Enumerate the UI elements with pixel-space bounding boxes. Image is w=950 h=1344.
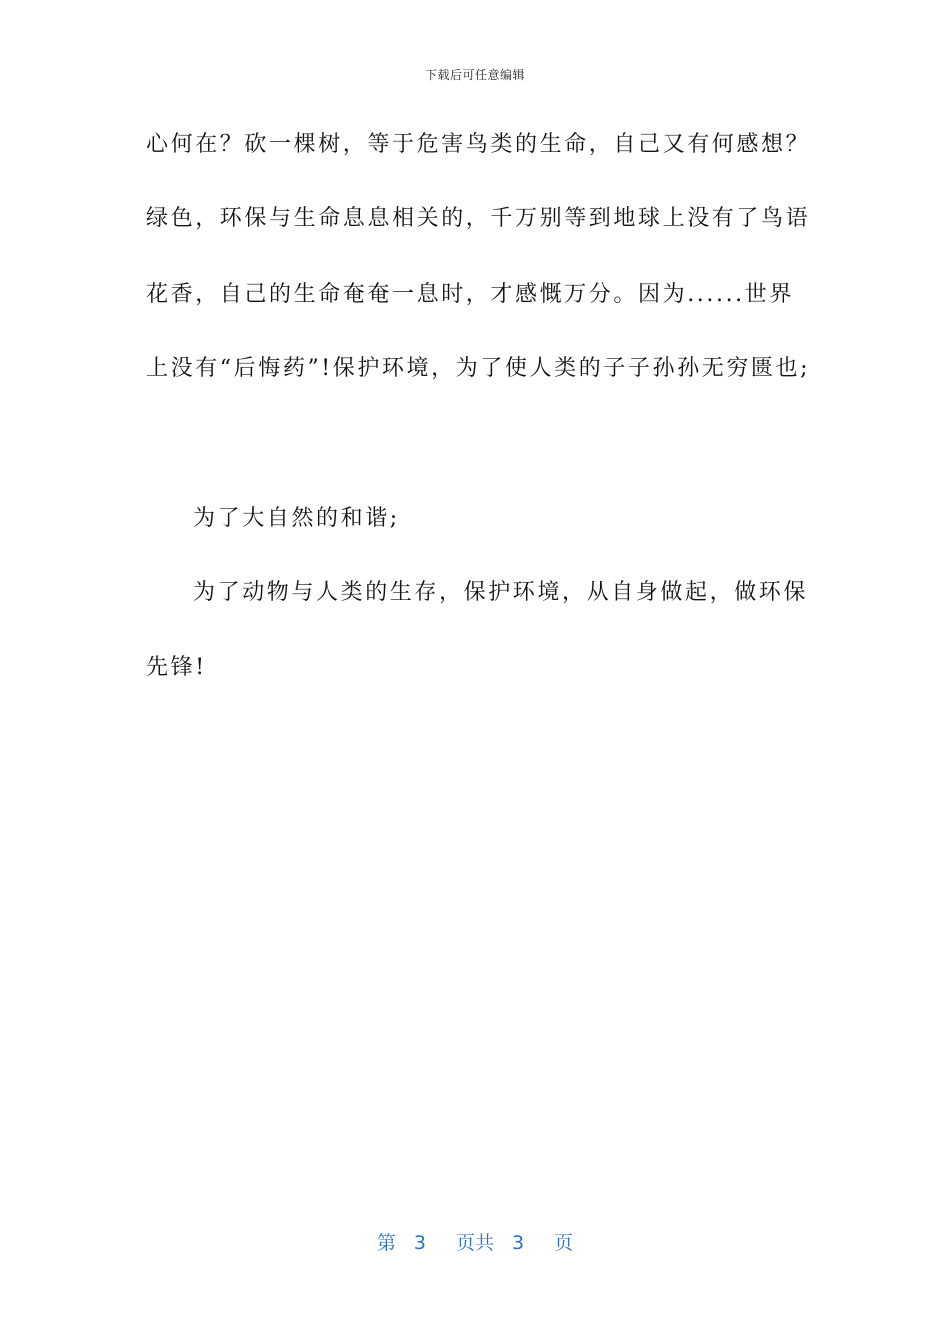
paragraph-line: 为了大自然的和谐; [193, 506, 400, 531]
paragraph-line: 绿色，环保与生命息息相关的，千万别等到地球上没有了鸟语 [146, 206, 811, 231]
paragraph-line: 先锋! [146, 655, 207, 680]
footer-middle: 页共 [455, 1232, 494, 1254]
footer-suffix: 页 [554, 1232, 574, 1254]
paragraph-line: 上没有“后悔药”!保护环境，为了使人类的子子孙孙无穷匮也; [146, 356, 811, 381]
paragraph-line: 花香，自己的生命奄奄一息时，才感慨万分。因为......世界 [146, 282, 794, 307]
page-header: 下载后可任意编辑 [424, 68, 525, 82]
footer-prefix: 第 [376, 1232, 396, 1254]
current-page-number: 3 [413, 1232, 426, 1254]
total-pages-number: 3 [512, 1232, 525, 1254]
paragraph-line: 心何在？砍一棵树，等于危害鸟类的生命，自己又有何感想？ [146, 132, 811, 157]
page-footer [0, 1228, 950, 1255]
paragraph-line: 为了动物与人类的生存，保护环境，从自身做起，做环保 [193, 580, 809, 605]
